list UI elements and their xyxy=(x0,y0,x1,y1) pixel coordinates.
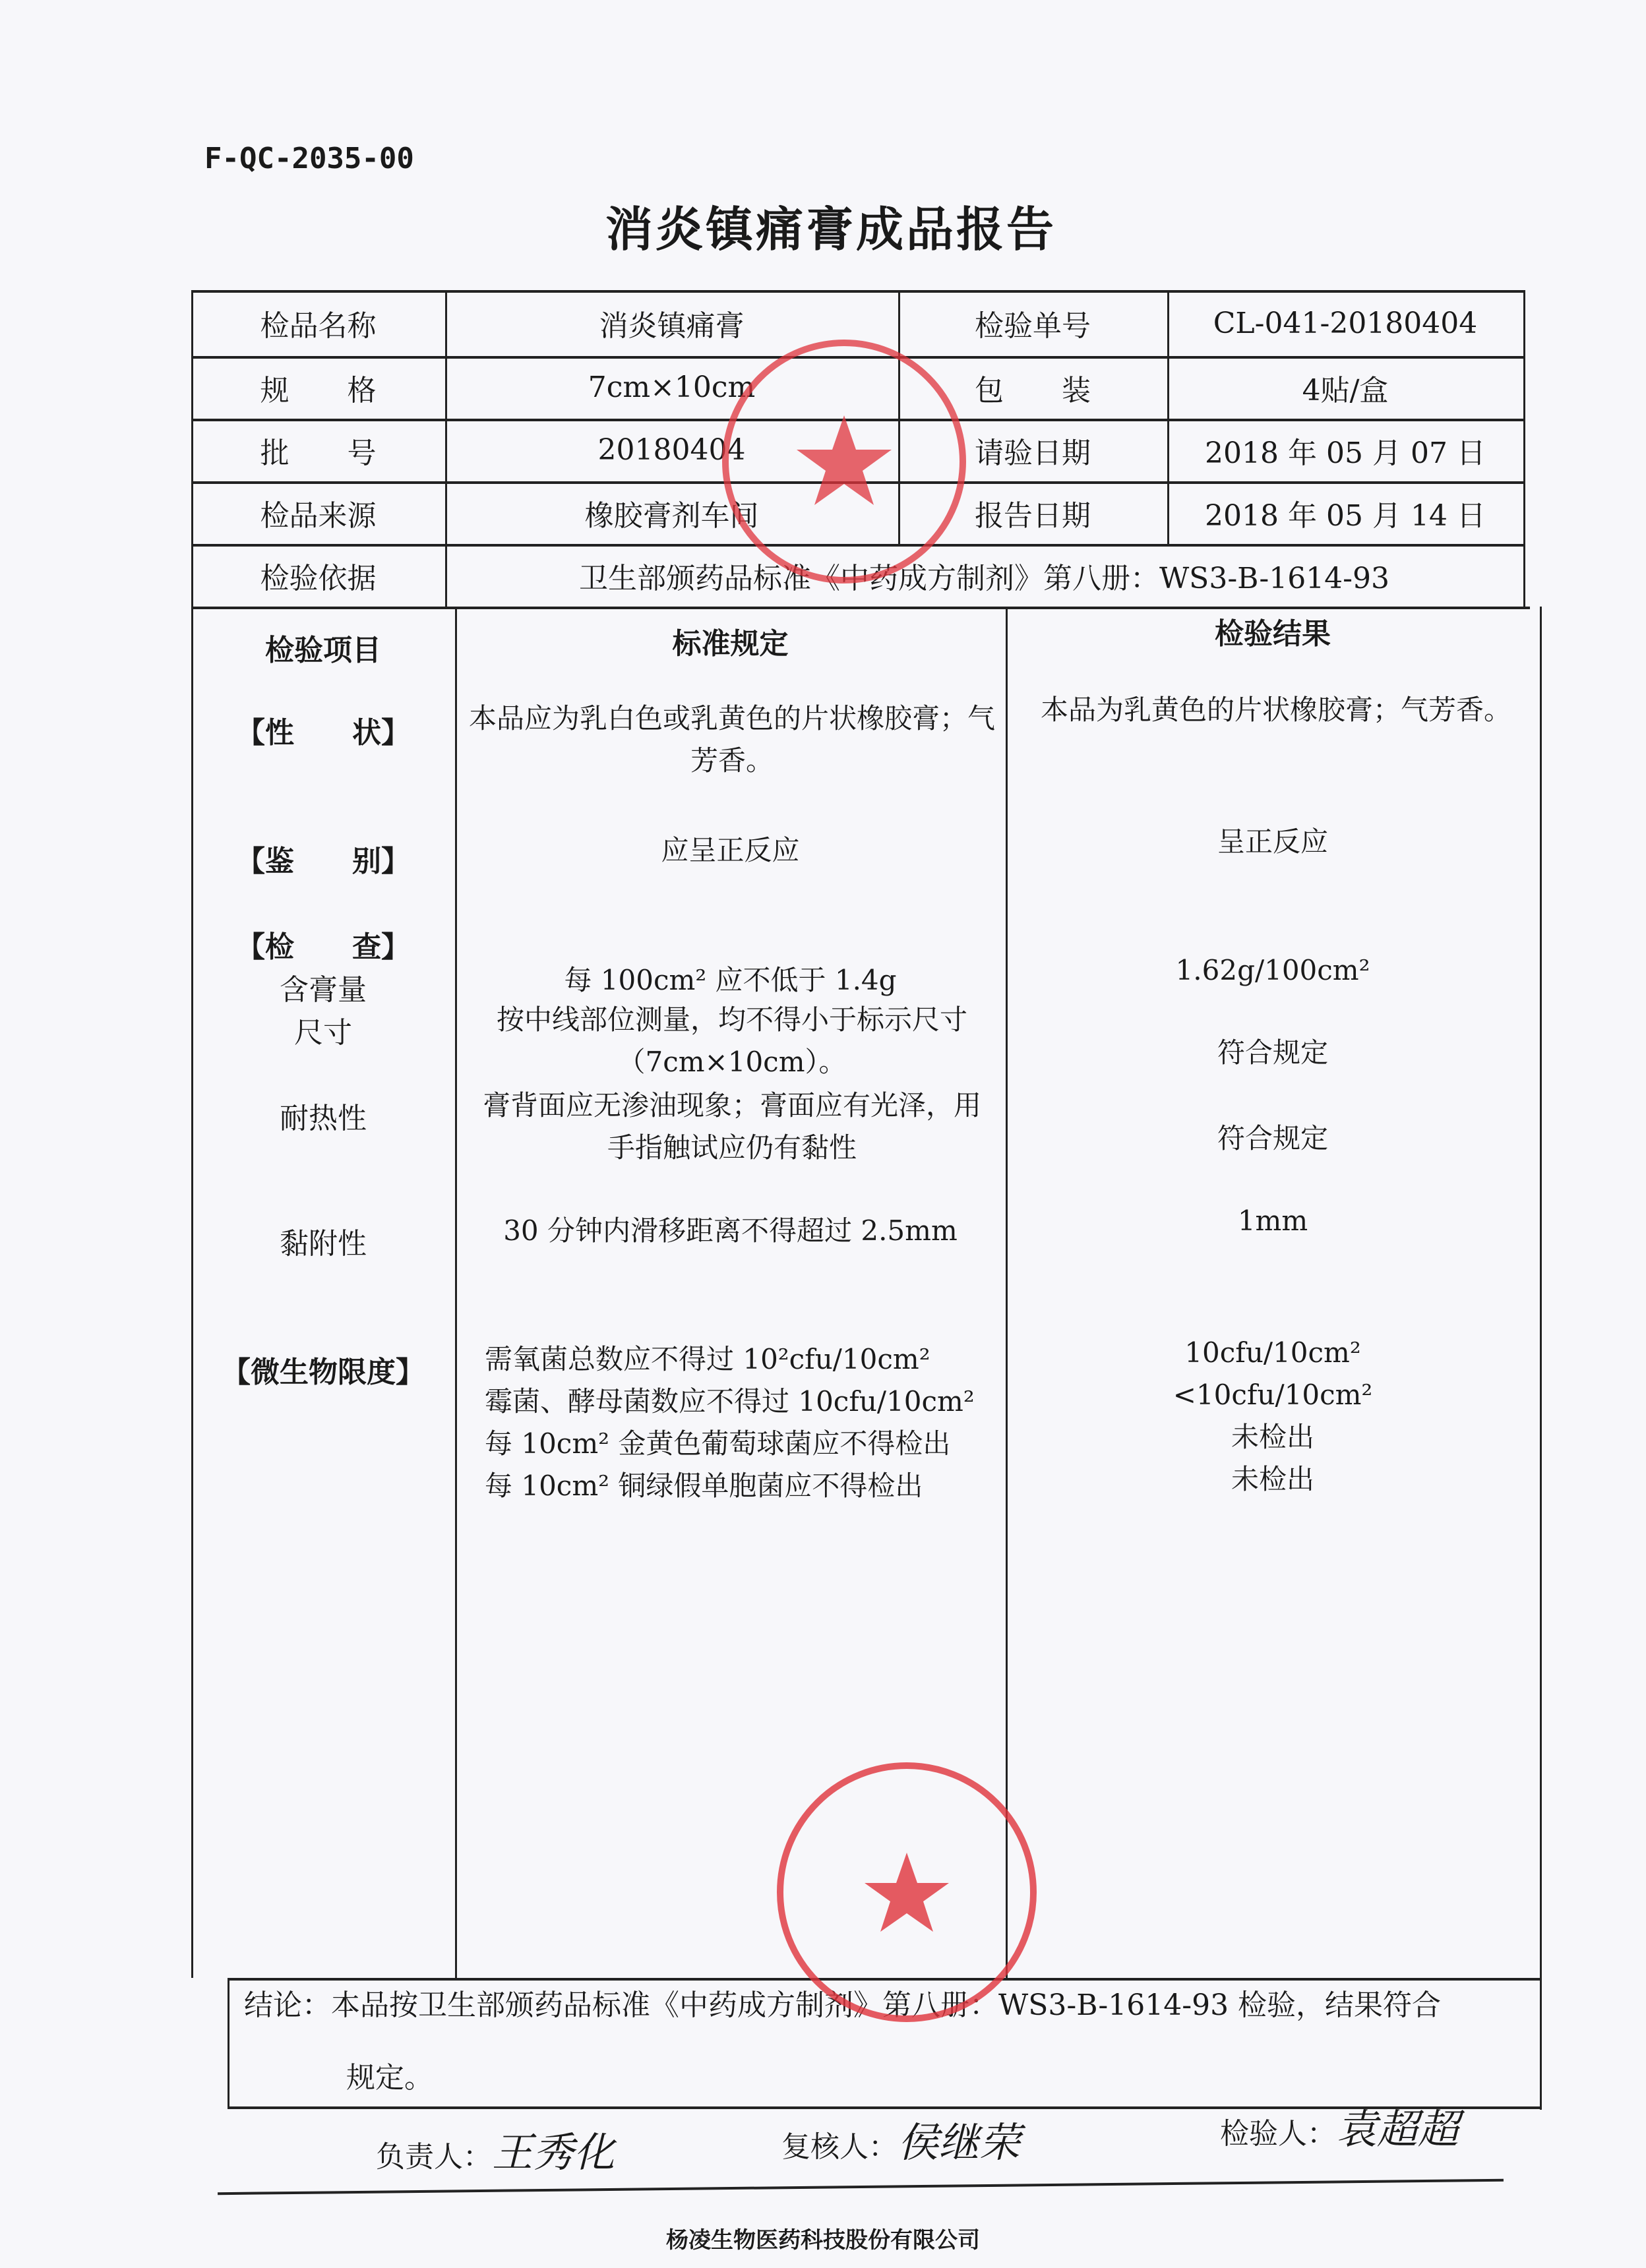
conclusion-line1: 结论：本品按卫生部颁药品标准《中药成方制剂》第八册：WS3-B-1614-93 检验，结果符合 xyxy=(244,1988,1442,2022)
standard-identification: 应呈正反应 xyxy=(661,834,800,866)
standard-pseudomonas: 每 10cm² 铜绿假单胞菌应不得检出 xyxy=(485,1470,923,1502)
standard-staph-aureus: 每 10cm² 金黄色葡萄球菌应不得检出 xyxy=(485,1427,951,1460)
package: 4贴/盒 xyxy=(1302,373,1389,407)
responsible-name: 王秀化 xyxy=(492,2128,615,2176)
item-appearance: 【性 状】 xyxy=(236,716,410,750)
item-size: 尺寸 xyxy=(294,1016,352,1050)
package-label: 包 装 xyxy=(975,373,1091,407)
standard-aerobic: 需氧菌总数应不得过 10²cfu/10cm² xyxy=(485,1343,930,1375)
responsible-label: 负责人： xyxy=(376,2140,492,2174)
basis: 卫生部颁药品标准《中药成方制剂》第八册：WS3-B-1614-93 xyxy=(578,561,1390,595)
company-stamp xyxy=(768,1754,1045,2031)
result-appearance: 本品为乳黄色的片状橡胶膏；气芳香。 xyxy=(1040,694,1511,726)
standard-mold-yeast: 霉菌、酵母菌数应不得过 10cfu/10cm² xyxy=(485,1385,975,1418)
result-staph-aureus: 未检出 xyxy=(1231,1421,1314,1453)
request-date-label: 请验日期 xyxy=(975,436,1091,470)
header-item: 检验项目 xyxy=(265,634,381,667)
source: 橡胶膏剂车间 xyxy=(584,498,759,533)
result-aerobic: 10cfu/10cm² xyxy=(1184,1336,1361,1369)
header-standard: 标准规定 xyxy=(672,627,789,661)
reviewer-name: 侯继荣 xyxy=(898,2118,1021,2166)
product-name-label: 检品名称 xyxy=(260,309,377,343)
result-identification: 呈正反应 xyxy=(1217,825,1328,858)
basis-label: 检验依据 xyxy=(260,561,377,595)
responsible-signature xyxy=(376,2120,615,2178)
document-code: F-QC-2035-00 xyxy=(204,142,414,175)
result-pseudomonas: 未检出 xyxy=(1231,1463,1314,1495)
standard-paste-content: 每 100cm² 应不低于 1.4g xyxy=(564,964,897,996)
result-paste-content: 1.62g/100cm² xyxy=(1175,954,1370,986)
item-microbial-limit: 【微生物限度】 xyxy=(222,1356,425,1389)
quality-inspection-stamp xyxy=(712,330,976,593)
standard-size: 按中线部位测量，均不得小于标示尺寸（7cm×10cm）。 xyxy=(496,1003,967,1078)
conclusion-line2: 规定。 xyxy=(346,2061,433,2095)
batch: 20180404 xyxy=(597,433,746,467)
reviewer-label: 复核人： xyxy=(781,2130,898,2164)
inspector-signature xyxy=(1220,2097,1459,2155)
result-heat-resistance: 符合规定 xyxy=(1217,1122,1328,1154)
result-adhesion: 1mm xyxy=(1237,1205,1308,1237)
result-mold-yeast: <10cfu/10cm² xyxy=(1173,1379,1373,1411)
standard-adhesion: 30 分钟内滑移距离不得超过 2.5mm xyxy=(503,1214,958,1247)
item-identification: 【鉴 别】 xyxy=(236,845,410,878)
source-label: 检品来源 xyxy=(260,498,377,533)
product-name: 消炎镇痛膏 xyxy=(599,309,745,343)
report-date: 2018 年 05 月 14 日 xyxy=(1205,498,1486,533)
batch-label: 批 号 xyxy=(260,436,377,470)
report-date-label: 报告日期 xyxy=(975,498,1091,533)
item-inspection: 【检 查】 xyxy=(236,930,410,964)
standard-heat-resistance: 膏背面应无渗油现象；膏面应有光泽，用手指触试应仍有黏性 xyxy=(482,1089,981,1164)
result-size: 符合规定 xyxy=(1217,1036,1328,1069)
item-heat-resistance: 耐热性 xyxy=(280,1102,367,1135)
page-title: 消炎镇痛膏成品报告 xyxy=(605,201,1056,257)
report-no-label: 检验单号 xyxy=(975,309,1091,343)
request-date: 2018 年 05 月 07 日 xyxy=(1205,436,1486,470)
item-paste-content: 含膏量 xyxy=(280,973,367,1007)
item-adhesion: 黏附性 xyxy=(280,1227,367,1261)
spec-label: 规 格 xyxy=(260,373,377,407)
standard-appearance: 本品应为乳白色或乳黄色的片状橡胶膏；气芳香。 xyxy=(468,702,995,777)
header-result: 检验结果 xyxy=(1215,617,1331,651)
spec: 7cm×10cm xyxy=(588,371,756,404)
inspector-label: 检验人： xyxy=(1220,2117,1336,2151)
inspector-name: 袁超超 xyxy=(1336,2105,1459,2153)
report-no: CL-041-20180404 xyxy=(1213,306,1478,340)
company-name: 杨凌生物医药科技股份有限公司 xyxy=(666,2227,980,2253)
reviewer-signature xyxy=(781,2110,1020,2168)
